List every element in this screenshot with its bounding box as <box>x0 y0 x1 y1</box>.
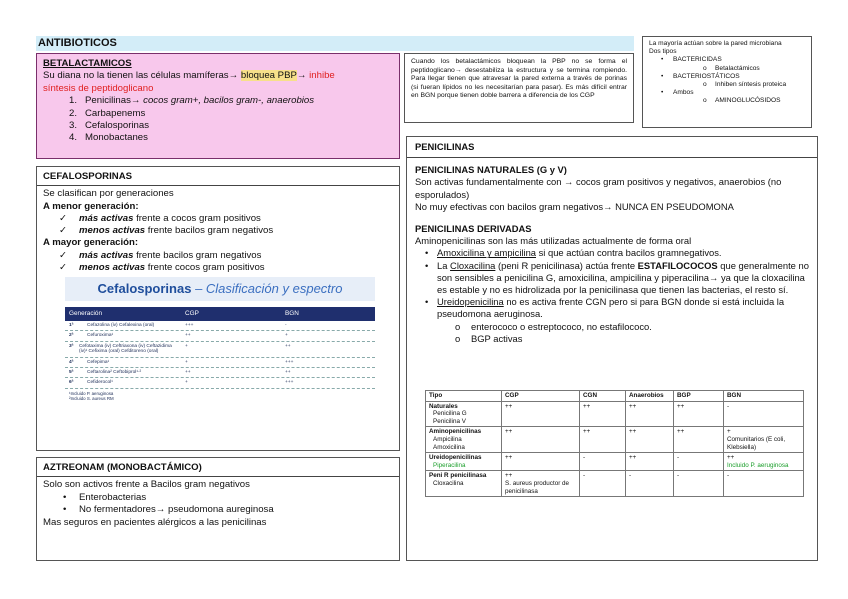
betalactamicos-list <box>43 95 393 145</box>
text-line: Son activas fundamentalmente con → cocos gram positivos y negativos, anaerobios (no esporulados) <box>415 176 782 200</box>
aztreonam-box <box>36 457 400 561</box>
text: no es activa frente CGN pero si para BGN donde si está incluida la pseudomona aeruginosa. <box>437 296 785 320</box>
sub-bullet-icon: o <box>703 64 707 72</box>
generation-label: 1ª <box>69 323 74 328</box>
text-line: No muy efectivas con bacilos gram negativos→ NUNCA EN PSEUDOMONA <box>415 200 734 212</box>
cell-bgn: ++ <box>727 454 735 462</box>
figure-title <box>65 277 375 301</box>
bullet-icon: • <box>425 296 429 308</box>
list-text: Penicilinas <box>85 95 131 107</box>
mechanism-note <box>642 36 812 128</box>
cell-cgn: - <box>580 471 626 497</box>
drug-names: Cefiderocol¹ <box>87 380 113 386</box>
cell-bgn: - <box>724 471 804 497</box>
emph-text: menos activas <box>79 225 146 237</box>
table-row <box>426 401 804 427</box>
penicilinas-table <box>425 390 804 497</box>
list-number: 1. <box>68 95 77 107</box>
list-item <box>415 321 809 333</box>
divider <box>37 185 399 186</box>
cell-cgp: + <box>185 343 188 349</box>
list-item <box>649 81 805 89</box>
sub-bullet-icon: o <box>455 320 461 332</box>
row-sub: Piperacilina <box>433 461 466 469</box>
cell-anaerobios: - <box>626 471 674 497</box>
header-cell: CGP <box>502 391 580 402</box>
cefalosporinas-box <box>36 166 400 451</box>
header-cell: Tipo <box>426 391 502 402</box>
list-text: No fermentadores→ pseudomona aureginosa <box>79 504 274 516</box>
check-icon: ✓ <box>59 212 68 224</box>
row-type: Peni R penicilinasa <box>429 472 487 480</box>
drug-names: Cefotaxima (iv) Ceftriaxona (iv) Ceftazidima (iv)¹ Cefixima (oral) Cefditoreno (oral) <box>78 343 172 355</box>
row-sub: Cloxacilina <box>433 479 464 487</box>
list-item <box>43 225 393 237</box>
header-cell: Anaerobios <box>626 391 674 402</box>
list-text: Inhiben síntesis proteica <box>715 81 787 89</box>
cell-cgp: +++ <box>185 323 194 328</box>
text-line: Se clasifican por generaciones <box>43 188 174 200</box>
generation-label: 3ª <box>69 343 74 349</box>
list-item <box>43 492 393 504</box>
list-text: BGP activas <box>471 332 523 344</box>
cell-bgn: + <box>727 428 731 436</box>
list-item <box>649 97 805 105</box>
bullet-icon: • <box>425 247 429 259</box>
cell-cgp: ++ <box>505 472 513 480</box>
table-row <box>65 378 375 388</box>
cell-anaerobios: ++ <box>626 401 674 427</box>
header-cell: BGP <box>674 391 724 402</box>
table-row <box>65 331 375 341</box>
generation-cell <box>65 360 175 365</box>
cell-cgp-note: S. aureus productor de penicilinasa <box>505 479 570 495</box>
bullet-icon: • <box>661 89 664 97</box>
list-item <box>415 260 809 297</box>
row-sub: Ampicilina <box>433 435 462 443</box>
arrow-icon: → <box>228 70 239 82</box>
cefalosporinas-figure <box>65 277 375 447</box>
list-item <box>43 213 393 225</box>
note-line: Dos tipos <box>649 48 677 56</box>
text: frente a cocos gram positivos <box>133 212 261 224</box>
aztreonam-heading: AZTREONAM (MONOBACTÁMICO) <box>43 462 202 473</box>
generation-cell <box>65 344 175 355</box>
list-text: BACTERIOSTÁTICOS <box>673 72 740 80</box>
list-text: BACTERICIDAS <box>673 56 722 64</box>
cell-cgp: ++ <box>502 453 580 471</box>
list-number: 3. <box>68 120 77 132</box>
subheading: A menor generación: <box>43 200 139 212</box>
figure-title-main: Cefalosporinas <box>97 281 192 296</box>
cell-bgn: - <box>724 401 804 427</box>
cell-cgp: + <box>185 359 188 365</box>
table-row <box>426 453 804 471</box>
list-text: Monobactanes <box>85 132 148 144</box>
row-sub: Amoxicilina <box>433 443 465 451</box>
list-item <box>415 247 809 259</box>
drug-names: Ceftarolina² Ceftobiprol¹·² <box>87 370 142 376</box>
text: Su diana no la tienen las células mamíferas <box>43 70 229 82</box>
bullet-icon: • <box>63 504 67 516</box>
sub-bullet-icon: o <box>703 97 707 105</box>
sub-bullet-icon: o <box>703 81 707 89</box>
penicilinas-box <box>406 136 818 561</box>
cell-cgn: - <box>580 453 626 471</box>
list-item <box>63 132 393 144</box>
list-item <box>649 65 805 73</box>
list-text: Cefalosporinas <box>85 120 149 132</box>
emph-text: más activas <box>79 212 134 224</box>
list-item <box>63 120 393 132</box>
underlined-text: Amoxicilina y ampicilina <box>437 247 536 259</box>
underlined-text: Cloxacilina <box>450 259 496 271</box>
header-cell: BGN <box>724 391 804 402</box>
header-cell: Generación <box>69 310 103 317</box>
subheading: A mayor generación: <box>43 237 139 249</box>
drug-names: Cefuroxima¹ <box>87 333 114 339</box>
cell-cgp: + <box>185 380 188 386</box>
drug-names: Cefazolina (iv) Cefalexina (oral) <box>87 323 155 328</box>
list-item <box>415 333 809 345</box>
figure-title-sub: – Clasificación y espectro <box>191 281 343 296</box>
cell-anaerobios: ++ <box>626 453 674 471</box>
list-item <box>415 296 809 320</box>
table-footnote: ¹Incluido P. aeruginosa <box>69 390 114 396</box>
note-line: La mayoría actúan sobre la pared microbiana <box>649 40 782 47</box>
table-footnote: ²Incluido S. aureus RM <box>69 395 114 401</box>
bullet-icon: • <box>63 491 67 503</box>
list-item <box>63 95 393 107</box>
list-item <box>43 504 393 516</box>
cell-bgp: ++ <box>674 427 724 453</box>
list-text: Ambos <box>673 89 694 97</box>
table-header <box>65 307 375 321</box>
subheading: PENICILINAS DERIVADAS <box>415 223 532 235</box>
cell-bgn: ++ <box>285 370 291 376</box>
page-title: ANTIBIOTICOS <box>36 36 634 51</box>
highlight-text: bloquea PBP <box>240 70 297 82</box>
penicilinas-heading: PENICILINAS <box>415 141 475 152</box>
cefalosporinas-heading: CEFALOSPORINAS <box>43 171 133 182</box>
list-number: 2. <box>68 107 77 119</box>
cell-cgn: ++ <box>580 401 626 427</box>
betalactamicos-line1 <box>43 70 393 82</box>
generation-cell <box>65 333 175 338</box>
list-item <box>649 56 805 64</box>
cell-cgp: ++ <box>502 427 580 453</box>
underlined-text: Ureidopenicilina <box>437 296 504 308</box>
text: La <box>437 259 451 271</box>
cell-cgp: ++ <box>502 401 580 427</box>
text: (peni R penicilinasa) actúa frente <box>495 259 638 271</box>
list-text: Enterobacterias <box>79 491 147 503</box>
list-text-italic: cocos gram+, bacilos gram-, anaerobios <box>143 95 315 107</box>
cell-cgp: ++ <box>185 333 191 339</box>
header-cell: BGN <box>285 310 299 317</box>
divider <box>37 476 399 477</box>
generation-label: 6ª <box>69 380 74 386</box>
text: frente bacilos gram negativos <box>133 249 262 261</box>
row-sub: Penicilina V <box>433 417 466 425</box>
arrow-icon: → <box>296 70 307 82</box>
cell-bgn: +++ <box>285 380 294 386</box>
text-line: Aminopenicilinas son las más utilizadas actualmente de forma oral <box>415 235 692 247</box>
text-line: Solo son activos frente a Bacilos gram negativos <box>43 479 250 491</box>
betalactamicos-heading: BETALACTAMICOS <box>43 58 132 69</box>
generation-label: 5ª <box>69 370 74 376</box>
betalactamicos-line2: síntesis de peptidoglicano <box>43 82 154 94</box>
cell-bgn: + <box>285 333 288 339</box>
subheading: PENICILINAS NATURALES (G y V) <box>415 164 567 176</box>
bullet-icon: • <box>661 72 664 80</box>
bullet-icon: • <box>425 259 429 271</box>
divider <box>407 157 817 158</box>
cell-bgn: ++ <box>285 343 291 349</box>
generation-cell <box>65 370 175 375</box>
bullet-icon: • <box>661 56 664 64</box>
table-row <box>65 321 375 331</box>
generation-cell <box>65 380 175 385</box>
cell-anaerobios: ++ <box>626 427 674 453</box>
table-row <box>426 427 804 453</box>
list-item <box>63 108 393 120</box>
table-row <box>65 342 375 358</box>
generation-label: 2ª <box>69 333 74 339</box>
generation-cell <box>65 323 175 328</box>
text: que generalmente no son sensibles a penicilina G, amoxicilina, ampicilina y piperacilina→ ya que la cloxacilina es estable y no es hidrolizada por la penicilinasa que tienen las bacterias, el resto sí. <box>437 259 809 296</box>
row-type: Aminopenicilinas <box>429 428 482 436</box>
row-sub: Penicilina G <box>433 410 467 418</box>
check-icon: ✓ <box>59 262 68 274</box>
emph-text: menos activas <box>79 262 146 274</box>
peptidoglicano-note: Cuando los betalactámicos bloquean la PBP no se forma el peptidoglicano→ desestabiliza la estructura y se termina rompiendo. Para llegar tienen que atravesar la pared externa a través de porinas (si fueran lípidos no les necesitarían para pasar). Es más difícil entrar en BGN porque tienen doble barrera a diferencia de los CGP <box>404 53 634 123</box>
cell-bgn-note: Incluido P. aeruginosa <box>727 461 789 469</box>
sub-bullet-icon: o <box>455 332 461 344</box>
bold-text: ESTAFILOCOCOS <box>637 259 718 271</box>
list-item <box>649 73 805 81</box>
table-row <box>65 358 375 368</box>
text: si que actúan contra bacilos gramnegativos. <box>536 247 722 259</box>
cell-bgp: ++ <box>674 401 724 427</box>
header-cell: CGP <box>185 310 199 317</box>
emph-text: más activas <box>79 249 134 261</box>
table-row <box>426 471 804 497</box>
text: frente bacilos gram negativos <box>145 225 274 237</box>
cell-bgn-note: Comunitarios (E coli, Klebsiella) <box>727 435 786 451</box>
red-text: inhibe <box>309 70 335 82</box>
cell-cgn: ++ <box>580 427 626 453</box>
header-cell: CGN <box>580 391 626 402</box>
table-header-row <box>426 391 804 402</box>
generation-label: 4ª <box>69 359 74 365</box>
cell-cgp: ++ <box>185 370 191 376</box>
drug-names: Cefepima¹ <box>87 359 110 365</box>
cell-bgn: - <box>285 323 287 328</box>
list-text: Carbapenems <box>85 107 146 119</box>
list-item <box>43 262 393 274</box>
cell-bgp: - <box>674 471 724 497</box>
list-item <box>43 250 393 262</box>
row-type: Ureidopenicilinas <box>429 454 482 462</box>
list-text: AMINOGLUCÓSIDOS <box>715 97 781 105</box>
text: frente cocos gram positivos <box>145 262 265 274</box>
cell-bgp: - <box>674 453 724 471</box>
check-icon: ✓ <box>59 225 68 237</box>
cefalosporinas-table <box>65 307 375 401</box>
list-text: Betalactámicos <box>715 64 760 72</box>
cell-bgn: +++ <box>285 359 294 365</box>
betalactamicos-box <box>36 53 400 159</box>
row-type: Naturales <box>429 402 458 410</box>
list-text: enterococo o estreptococo, no estafilococo. <box>471 320 652 332</box>
arrow-icon: → <box>130 95 141 107</box>
table-row <box>65 368 375 378</box>
check-icon: ✓ <box>59 249 68 261</box>
list-number: 4. <box>68 132 77 144</box>
text-line: Mas seguros en pacientes alérgicos a las penicilinas <box>43 516 267 528</box>
